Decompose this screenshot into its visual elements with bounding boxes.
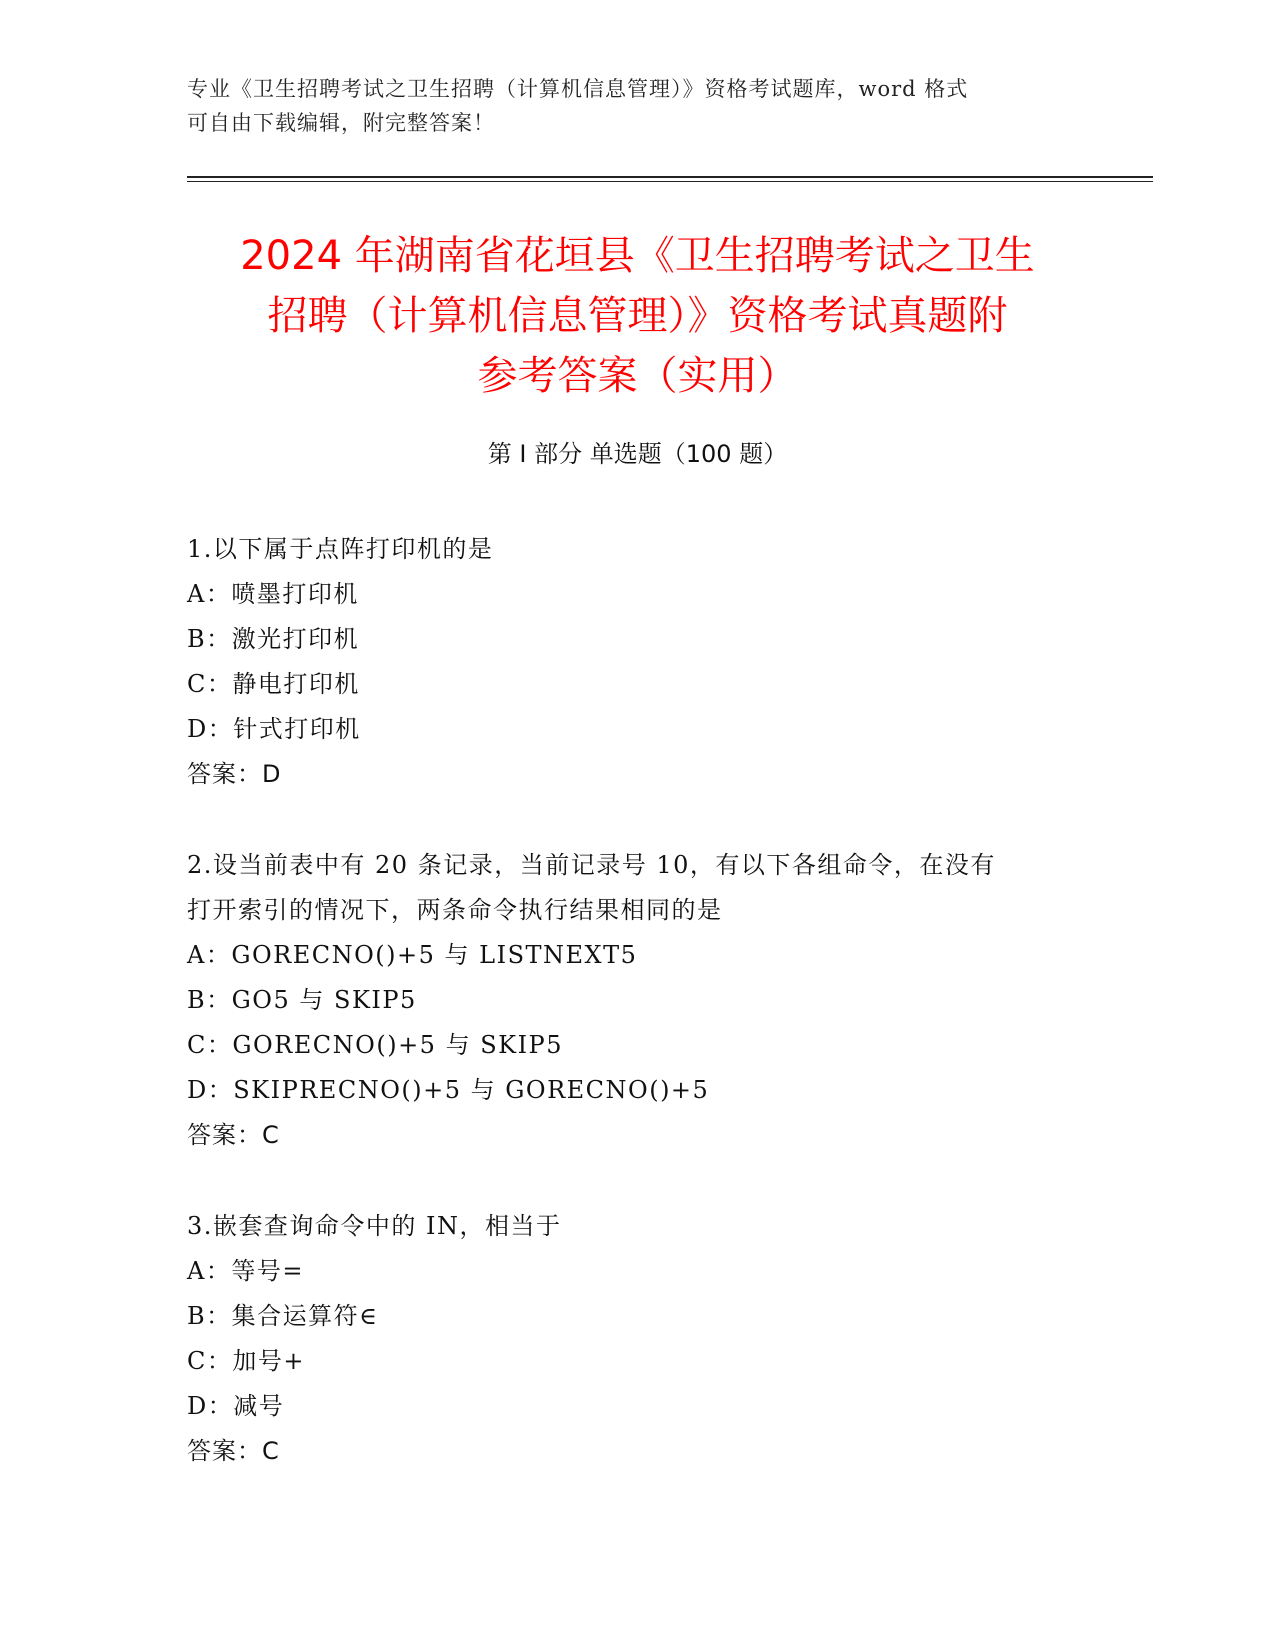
option-c: C：GORECNO()+5 与 SKIP5 (187, 1031, 563, 1059)
question-stem: 1.以下属于点阵打印机的是 (187, 535, 494, 563)
option-a: A：喷墨打印机 (187, 580, 359, 608)
title-line: 参考答案（实用） (477, 353, 798, 399)
document-title (150, 226, 1125, 406)
option-b: B：激光打印机 (187, 625, 360, 653)
question-item (187, 1204, 1087, 1474)
option-d: D：针式打印机 (187, 715, 361, 743)
header-note-line: 可自由下载编辑，附完整答案！ (187, 111, 495, 135)
question-stem: 3.嵌套查询命令中的 IN，相当于 (187, 1212, 562, 1240)
section-heading: 第 I 部分 单选题（100 题） (487, 440, 788, 468)
option-a: A：等号= (187, 1257, 304, 1285)
option-b: B：集合运算符∈ (187, 1302, 379, 1330)
option-d: D：减号 (187, 1392, 285, 1420)
title-line: 2024 年湖南省花垣县《卫生招聘考试之卫生 (240, 233, 1035, 279)
option-b: B：GO5 与 SKIP5 (187, 986, 417, 1014)
header-note (187, 72, 1087, 140)
question-item (187, 527, 1087, 797)
question-item (187, 843, 1087, 1158)
header-divider-thin (187, 181, 1153, 182)
option-a: A：GORECNO()+5 与 LISTNEXT5 (187, 941, 638, 969)
question-list (187, 527, 1087, 1520)
answer: 答案：C (187, 1121, 280, 1149)
question-stem-continued: 打开索引的情况下，两条命令执行结果相同的是 (187, 896, 723, 924)
header-note-line: 专业《卫生招聘考试之卫生招聘（计算机信息管理）》资格考试题库，word 格式 (187, 77, 969, 101)
option-c: C：静电打印机 (187, 670, 360, 698)
answer: 答案：D (187, 760, 282, 788)
question-stem: 2.设当前表中有 20 条记录，当前记录号 10，有以下各组命令，在没有 (187, 851, 996, 879)
header-divider (187, 176, 1153, 178)
answer: 答案：C (187, 1437, 280, 1465)
title-line: 招聘（计算机信息管理）》资格考试真题附 (267, 293, 1008, 339)
option-d: D：SKIPRECNO()+5 与 GORECNO()+5 (187, 1076, 710, 1104)
option-c: C：加号+ (187, 1347, 305, 1375)
